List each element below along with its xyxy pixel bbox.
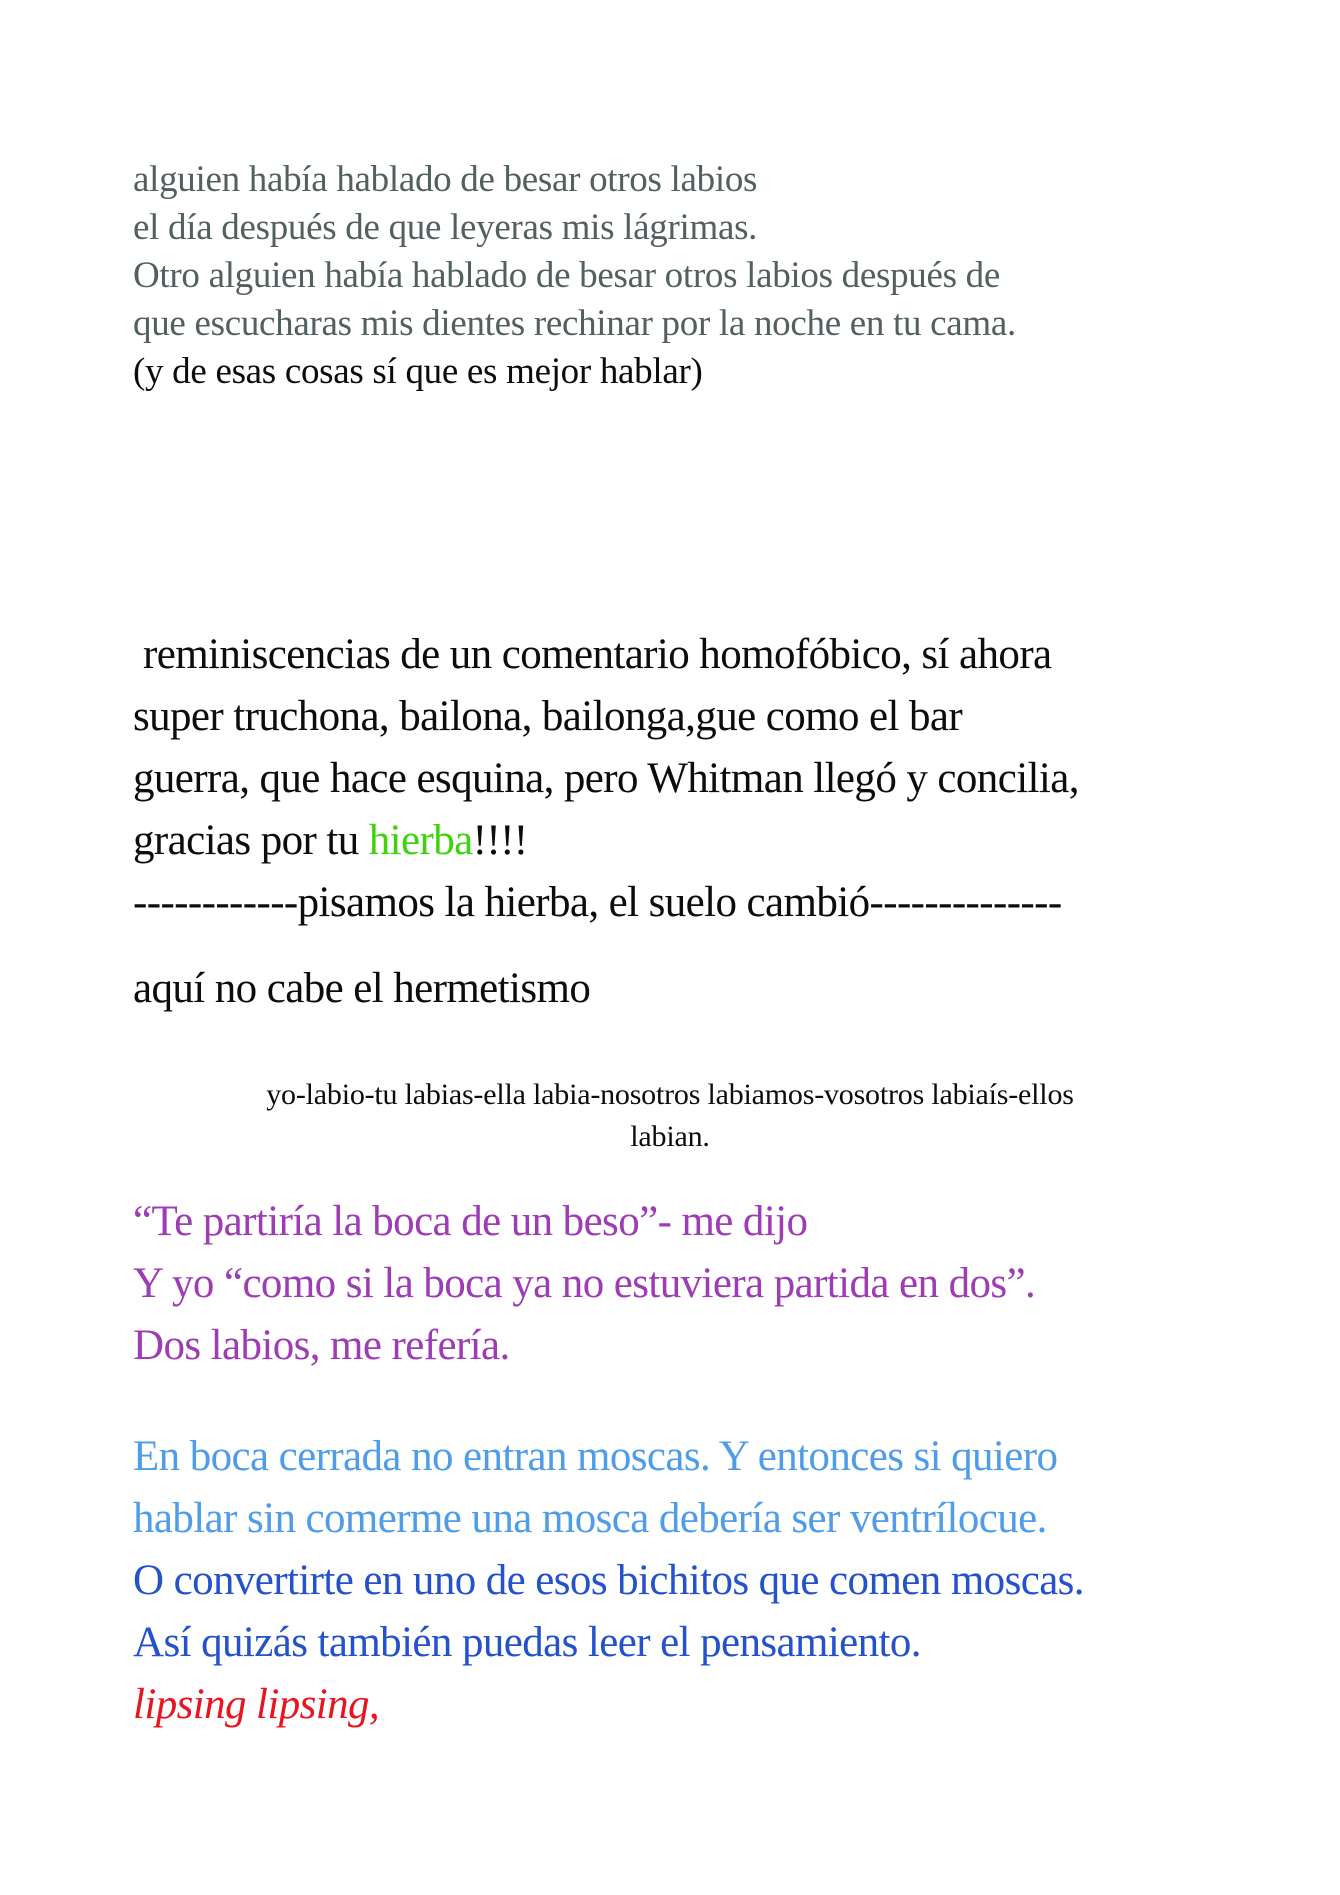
poem-line-hermetismo <box>133 958 590 1020</box>
poem-line: hablar sin comerme una mosca debería ser ventrílocue. <box>133 1495 1047 1542</box>
poem-line: super truchona, bailona, bailonga,gue como el bar <box>133 693 963 740</box>
poem-line: En boca cerrada no entran moscas. Y entonces si quiero <box>133 1433 1058 1480</box>
poem-line: el día después de que leyeras mis lágrimas. <box>133 207 758 248</box>
poem-line: Otro alguien había hablado de besar otros labios después de <box>133 255 1000 296</box>
poem-line: alguien había hablado de besar otros labios <box>133 159 758 200</box>
poem-word-hierba-highlight: hierba <box>368 817 473 864</box>
poem-line: Dos labios, me refería. <box>133 1322 510 1369</box>
poem-line: reminiscencias de un comentario homofóbico, sí ahora <box>143 631 1052 678</box>
poem-line: que escucharas mis dientes rechinar por la noche en tu cama. <box>133 303 1016 344</box>
poem-stanza-bar <box>133 624 1079 934</box>
poem-conjugation-block <box>0 1074 1340 1158</box>
poem-line: O convertirte en uno de esos bichitos que comen moscas. <box>133 1557 1084 1604</box>
poem-line-hierba-suffix: !!!! <box>472 817 528 864</box>
poem-line: Así quizás también puedas leer el pensamiento. <box>133 1619 921 1666</box>
poem-line: (y de esas cosas sí que es mejor hablar) <box>133 351 703 392</box>
poem-line: aquí no cabe el hermetismo <box>133 965 591 1012</box>
poem-line-lipsing: lipsing lipsing, <box>133 1681 380 1728</box>
poem-stanza-memory <box>133 156 1016 396</box>
poem-line-hierba-prefix: gracias por tu <box>133 817 369 864</box>
poem-stanza-moscas <box>133 1426 1084 1736</box>
poem-line: labian. <box>630 1120 710 1153</box>
poem-line-dashed: ------------pisamos la hierba, el suelo cambió-------------- <box>133 879 1062 926</box>
poem-stanza-beso <box>133 1191 1035 1377</box>
poem-line-hierba <box>133 810 1079 872</box>
poem-line: guerra, que hace esquina, pero Whitman llegó y concilia, <box>133 755 1079 802</box>
poem-line: “Te partiría la boca de un beso”- me dijo <box>133 1198 808 1245</box>
poem-line: Y yo “como si la boca ya no estuviera partida en dos”. <box>133 1260 1036 1307</box>
poem-line: yo-labio-tu labias-ella labia-nosotros labiamos-vosotros labiaís-ellos <box>266 1078 1074 1111</box>
